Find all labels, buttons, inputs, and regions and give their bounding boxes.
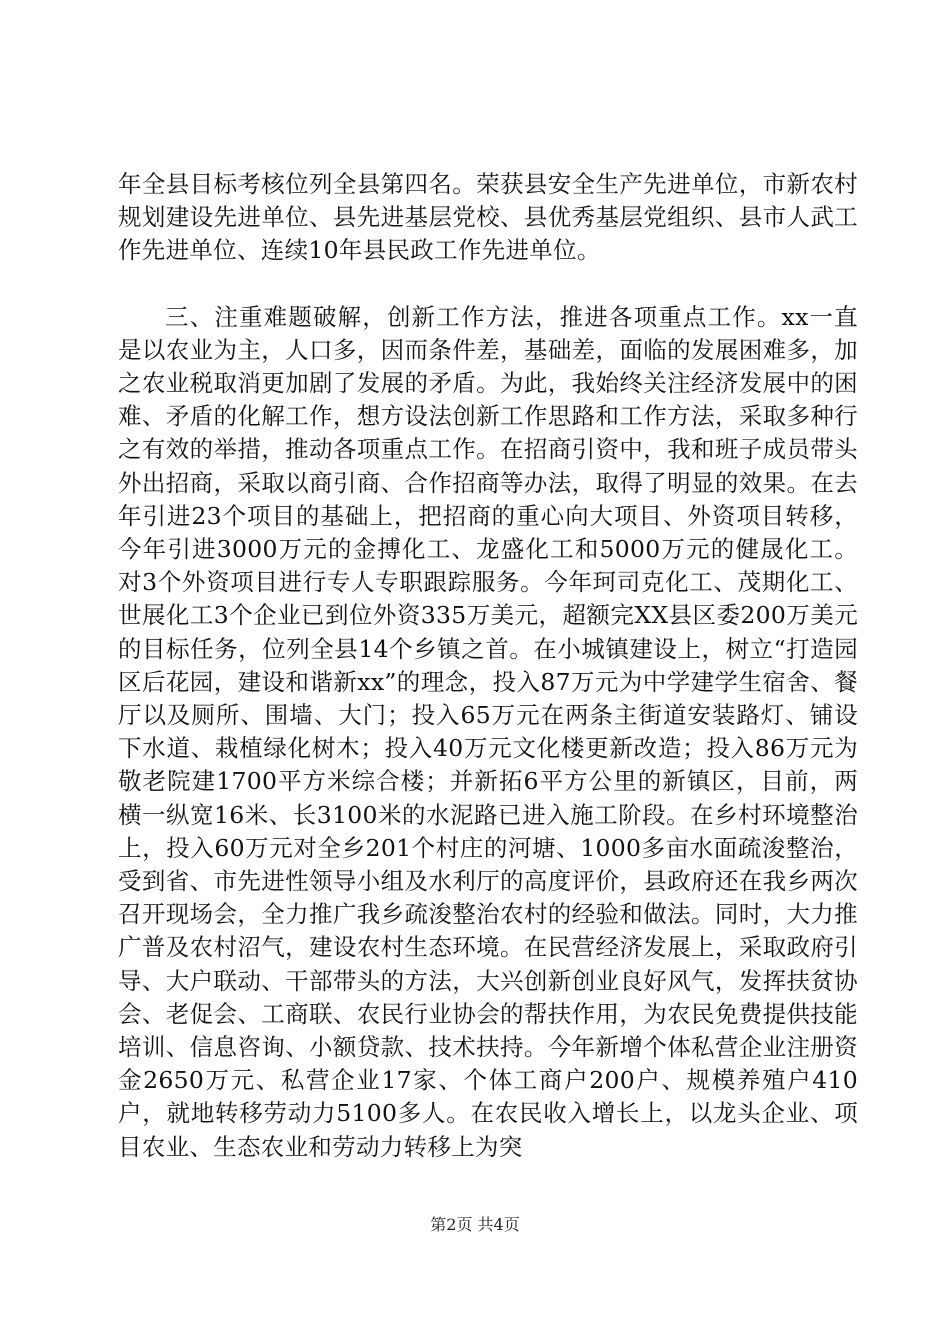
- paragraph-1: 年全县目标考核位列全县第四名。荣获县安全生产先进单位，市新农村规划建设先进单位、县先进基层党校、县优秀基层党组织、县市人武工作先进单位、连续10年县民政工作先进单位。: [118, 170, 858, 265]
- document-body: [118, 168, 858, 1164]
- page-footer: 第2页 共4页: [430, 1215, 520, 1234]
- paragraph-2: 三、注重难题破解，创新工作方法，推进各项重点工作。xx一直是以农业为主，人口多，因而条件差，基础差，面临的发展困难多，加之农业税取消更加剧了发展的矛盾。为此，我始终关注经济发展中的困难、矛盾的化解工作，想方设法创新工作思路和工作方法，采取多种行之有效的举措，推动各项重点工作。在招商引资中，我和班子成员带头外出招商，采取以商引商、合作招商等办法，取得了明显的效果。在去年引进23个项目的基础上，把招商的重心向大项目、外资项目转移，今年引进3000万元的金搏化工、龙盛化工和5000万元的健晟化工。对3个外资项目进行专人专职跟踪服务。今年珂司克化工、茂期化工、世展化工3个企业已到位外资335万美元，超额完XX县区委200万美元的目标任务，位列全县14个乡镇之首。在小城镇建设上，树立“打造园区后花园，建设和谐新xx”的理念，投入87万元为中学建学生宿舍、餐厅以及厕所、围墙、大门；投入65万元在两条主街道安装路灯、铺设下水道、栽植绿化树木；投入40万元文化楼更新改造；投入86万元为敬老院建1700平方米综合楼；并新拓6平方公里的新镇区，目前，两横一纵宽16米、长3100米的水泥路已进入施工阶段。在乡村环境整治上，投入60万元对全乡201个村庄的河塘、1000多亩水面疏浚整治，受到省、市先进性领导小组及水利厅的高度评价，县政府还在我乡两次召开现场会，全力推广我乡疏浚整治农村的经验和做法。同时，大力推广普及农村沼气，建设农村生态环境。在民营经济发展上，采取政府引导、大户联动、干部带头的方法，大兴创新创业良好风气，发挥扶贫协会、老促会、工商联、农民行业协会的帮扶作用，为农民免费提供技能培训、信息咨询、小额贷款、技术扶持。今年新增个体私营企业注册资金2650万元、私营企业17家、个体工商户200户、规模养殖户410户，就地转移劳动力5100多人。在农民收入增长上，以龙头企业、项目农业、生态农业和劳动力转移上为突: [118, 302, 858, 1161]
